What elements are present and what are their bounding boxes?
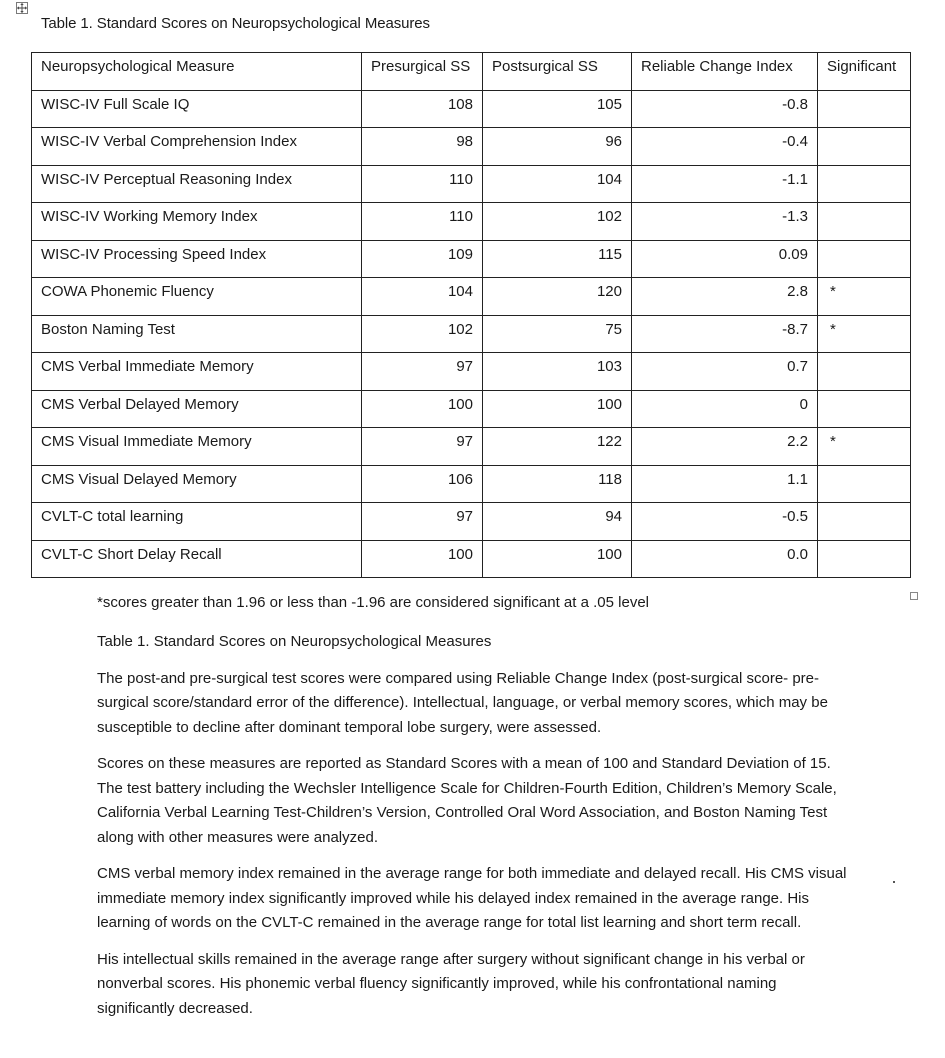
- table-resize-handle-icon[interactable]: [910, 592, 918, 600]
- table-caption-repeat: Table 1. Standard Scores on Neuropsychological Measures: [97, 633, 492, 650]
- cell-significant: [818, 503, 911, 541]
- cell-postsurgical: 120: [483, 278, 632, 316]
- cell-measure: COWA Phonemic Fluency: [32, 278, 362, 316]
- cell-significant: [818, 240, 911, 278]
- cell-postsurgical: 100: [483, 540, 632, 578]
- cell-significant: [818, 203, 911, 241]
- table-header-row: [32, 53, 911, 91]
- paragraph-standard-scores: Scores on these measures are reported as Standard Scores with a mean of 100 and Standard Deviation of 15. The test battery including the Wechsler Intelligence Scale for Children-Fourth Edition, Children’s Memory Scale, California Verbal Learning Test-Children’s Version, Controlled Oral Word Association, and Boston Naming Test along with other measures were analyzed.: [97, 755, 837, 846]
- paragraph-memory-results: CMS verbal memory index remained in the average range for both immediate and delayed recall. His CMS visual immediate memory index significantly improved while his delayed index remained in the average range. His learning of words on the CVLT-C remained in the average range for total list learning and short term recall.: [97, 865, 847, 931]
- cell-measure: WISC-IV Processing Speed Index: [32, 240, 362, 278]
- scores-table: [31, 52, 911, 578]
- cell-rci: 2.2: [632, 428, 818, 466]
- cell-measure: CMS Verbal Delayed Memory: [32, 390, 362, 428]
- table-row: [32, 390, 911, 428]
- cell-measure: WISC-IV Verbal Comprehension Index: [32, 128, 362, 166]
- cell-rci: 0.0: [632, 540, 818, 578]
- cell-postsurgical: 122: [483, 428, 632, 466]
- header-rci: Reliable Change Index: [632, 53, 818, 91]
- table-row: [32, 128, 911, 166]
- cell-postsurgical: 118: [483, 465, 632, 503]
- cell-significant: [818, 353, 911, 391]
- table-row: [32, 503, 911, 541]
- table-row: [32, 165, 911, 203]
- cell-postsurgical: 100: [483, 390, 632, 428]
- cell-postsurgical: 94: [483, 503, 632, 541]
- cell-rci: -0.5: [632, 503, 818, 541]
- table-row: [32, 315, 911, 353]
- table-row: [32, 465, 911, 503]
- cell-presurgical: 104: [362, 278, 483, 316]
- cell-presurgical: 110: [362, 203, 483, 241]
- cell-presurgical: 110: [362, 165, 483, 203]
- cell-rci: 0.09: [632, 240, 818, 278]
- cell-significant: [818, 165, 911, 203]
- cell-measure: CVLT-C total learning: [32, 503, 362, 541]
- cell-postsurgical: 103: [483, 353, 632, 391]
- table-footnote: *scores greater than 1.96 or less than -1.96 are considered significant at a .05 level: [97, 594, 649, 611]
- cell-rci: 0: [632, 390, 818, 428]
- table-row: [32, 353, 911, 391]
- document-body: [97, 630, 857, 1033]
- header-presurgical: Presurgical SS: [362, 53, 483, 91]
- header-measure: Neuropsychological Measure: [32, 53, 362, 91]
- cell-rci: -8.7: [632, 315, 818, 353]
- cell-presurgical: 97: [362, 428, 483, 466]
- table-row: [32, 428, 911, 466]
- cell-presurgical: 109: [362, 240, 483, 278]
- cell-measure: CMS Verbal Immediate Memory: [32, 353, 362, 391]
- paragraph-intellectual-results: His intellectual skills remained in the average range after surgery without significant change in his verbal or nonverbal scores. His phonemic verbal fluency significantly improved, while his confrontational naming significantly decreased.: [97, 950, 805, 1017]
- cell-rci: 1.1: [632, 465, 818, 503]
- paragraph-rci-method: The post-and pre-surgical test scores were compared using Reliable Change Index (post-surgical score- pre-surgical score/standard error of the difference). Intellectual, language, or verbal memory scores, which may be susceptible to decline after dominant temporal lobe surgery, were assessed.: [97, 669, 828, 736]
- cell-presurgical: 97: [362, 353, 483, 391]
- cell-significant: [818, 90, 911, 128]
- cell-measure: CVLT-C Short Delay Recall: [32, 540, 362, 578]
- cell-significant: [818, 465, 911, 503]
- cell-significant: *: [818, 278, 911, 316]
- cell-postsurgical: 105: [483, 90, 632, 128]
- cell-measure: CMS Visual Immediate Memory: [32, 428, 362, 466]
- cell-measure: Boston Naming Test: [32, 315, 362, 353]
- cell-rci: -1.3: [632, 203, 818, 241]
- header-significant: Significant: [818, 53, 911, 91]
- table-row: [32, 203, 911, 241]
- cell-significant: *: [818, 315, 911, 353]
- cell-postsurgical: 96: [483, 128, 632, 166]
- cell-rci: -1.1: [632, 165, 818, 203]
- stray-mark: [893, 881, 895, 883]
- cell-significant: [818, 540, 911, 578]
- table-row: [32, 278, 911, 316]
- cell-presurgical: 100: [362, 540, 483, 578]
- header-postsurgical: Postsurgical SS: [483, 53, 632, 91]
- cell-measure: CMS Visual Delayed Memory: [32, 465, 362, 503]
- cell-presurgical: 98: [362, 128, 483, 166]
- table-row: [32, 240, 911, 278]
- cell-measure: WISC-IV Full Scale IQ: [32, 90, 362, 128]
- cell-rci: -0.8: [632, 90, 818, 128]
- cell-significant: [818, 128, 911, 166]
- cell-presurgical: 106: [362, 465, 483, 503]
- cell-presurgical: 100: [362, 390, 483, 428]
- cell-presurgical: 102: [362, 315, 483, 353]
- cell-presurgical: 108: [362, 90, 483, 128]
- cell-postsurgical: 115: [483, 240, 632, 278]
- cell-significant: [818, 390, 911, 428]
- cell-rci: 2.8: [632, 278, 818, 316]
- cell-postsurgical: 75: [483, 315, 632, 353]
- table-caption: Table 1. Standard Scores on Neuropsychological Measures: [41, 15, 430, 32]
- table-move-handle-icon[interactable]: [16, 2, 28, 14]
- cell-presurgical: 97: [362, 503, 483, 541]
- table-row: [32, 540, 911, 578]
- cell-rci: 0.7: [632, 353, 818, 391]
- cell-significant: *: [818, 428, 911, 466]
- cell-rci: -0.4: [632, 128, 818, 166]
- cell-postsurgical: 104: [483, 165, 632, 203]
- cell-postsurgical: 102: [483, 203, 632, 241]
- cell-measure: WISC-IV Perceptual Reasoning Index: [32, 165, 362, 203]
- cell-measure: WISC-IV Working Memory Index: [32, 203, 362, 241]
- table-row: [32, 90, 911, 128]
